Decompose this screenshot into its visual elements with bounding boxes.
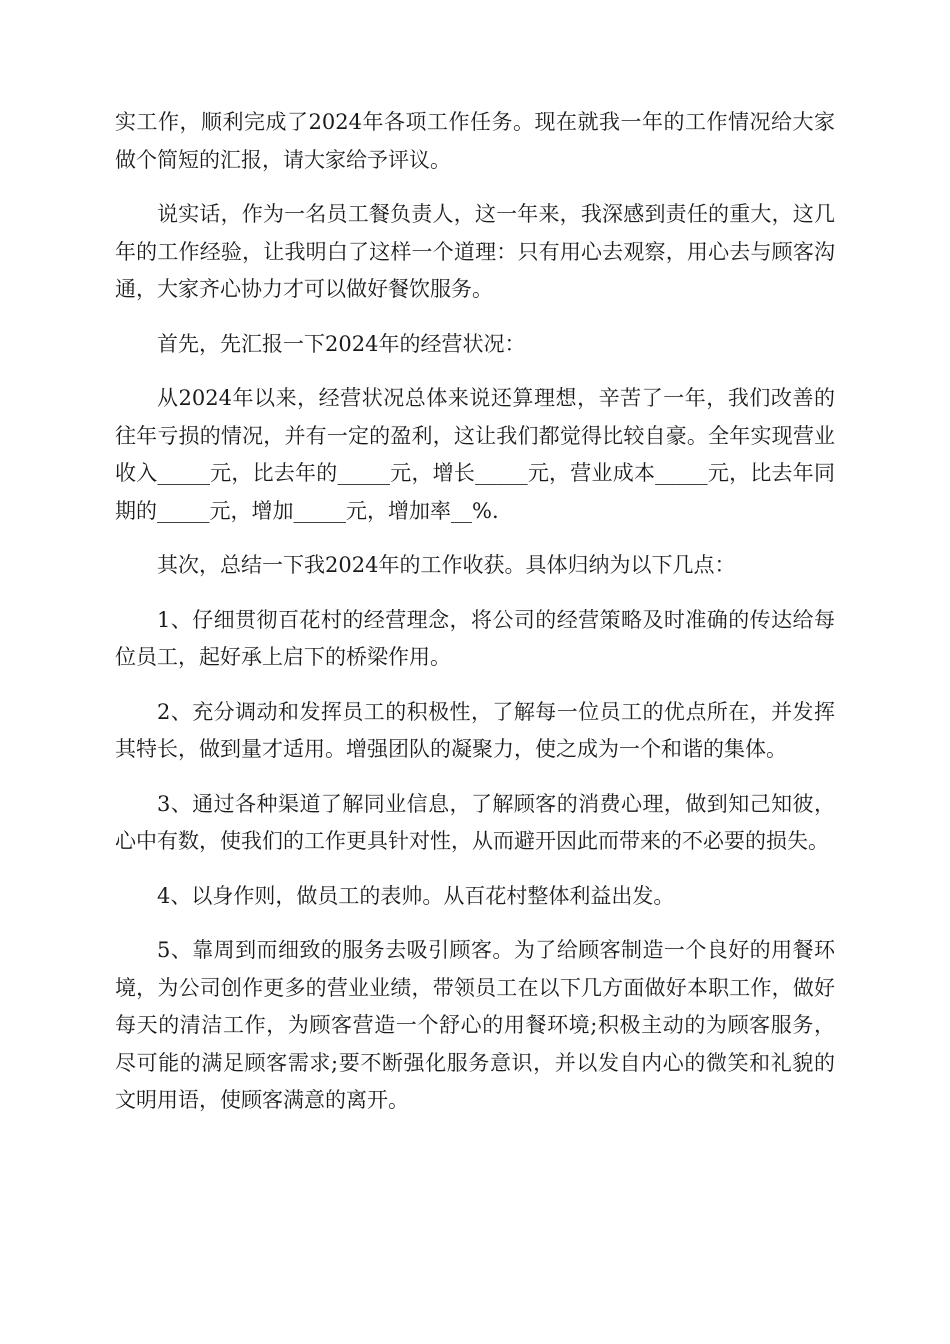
document-body (115, 104, 835, 1137)
list-item-3: 3、通过各种渠道了解同业信息，了解顾客的消费心理，做到知己知彼，心中有数，使我们的工作更具针对性，从而避开因此而带来的不必要的损失。 (115, 791, 835, 853)
paragraph-business-status: 从2024年以来，经营状况总体来说还算理想，辛苦了一年，我们改善的往年亏损的情况，并有一定的盈利，这让我们都觉得比较自豪。全年实现营业收入_____元，比去年的_____元，增长_____元，营业成本_____元，比去年同期的_____元，增加_____元，增加率__%. (115, 386, 835, 523)
list-item-5: 5、靠周到而细致的服务去吸引顾客。为了给顾客制造一个良好的用餐环境，为公司创作更多的营业业绩，带领员工在以下几方面做好本职工作，做好每天的清洁工作，为顾客营造一个舒心的用餐环境;积极主动的为顾客服务，尽可能的满足顾客需求;要不断强化服务意识，并以发自内心的微笑和礼貌的文明用语，使顾客满意的离开。 (115, 938, 835, 1112)
list-item-2: 2、充分调动和发挥员工的积极性，了解每一位员工的优点所在，并发挥其特长，做到量才适用。增强团队的凝聚力，使之成为一个和谐的集体。 (115, 699, 835, 761)
paragraph-business-report-intro: 首先，先汇报一下2024年的经营状况： (157, 331, 526, 356)
paragraph-responsibility: 说实话，作为一名员工餐负责人，这一年来，我深感到责任的重大，这几年的工作经验，让我明白了这样一个道理：只有用心去观察，用心去与顾客沟通，大家齐心协力才可以做好餐饮服务。 (115, 202, 835, 301)
paragraph-continuation: 实工作，顺利完成了2024年各项工作任务。现在就我一年的工作情况给大家做个简短的汇报，请大家给予评议。 (115, 110, 835, 172)
paragraph-work-gains-intro: 其次，总结一下我2024年的工作收获。具体归纳为以下几点： (157, 553, 736, 577)
list-item-1: 1、仔细贯彻百花村的经营理念，将公司的经营策略及时准确的传达给每位员工，起好承上启下的桥梁作用。 (115, 607, 835, 669)
list-item-4: 4、以身作则，做员工的表帅。从百花村整体利益出发。 (157, 883, 675, 908)
